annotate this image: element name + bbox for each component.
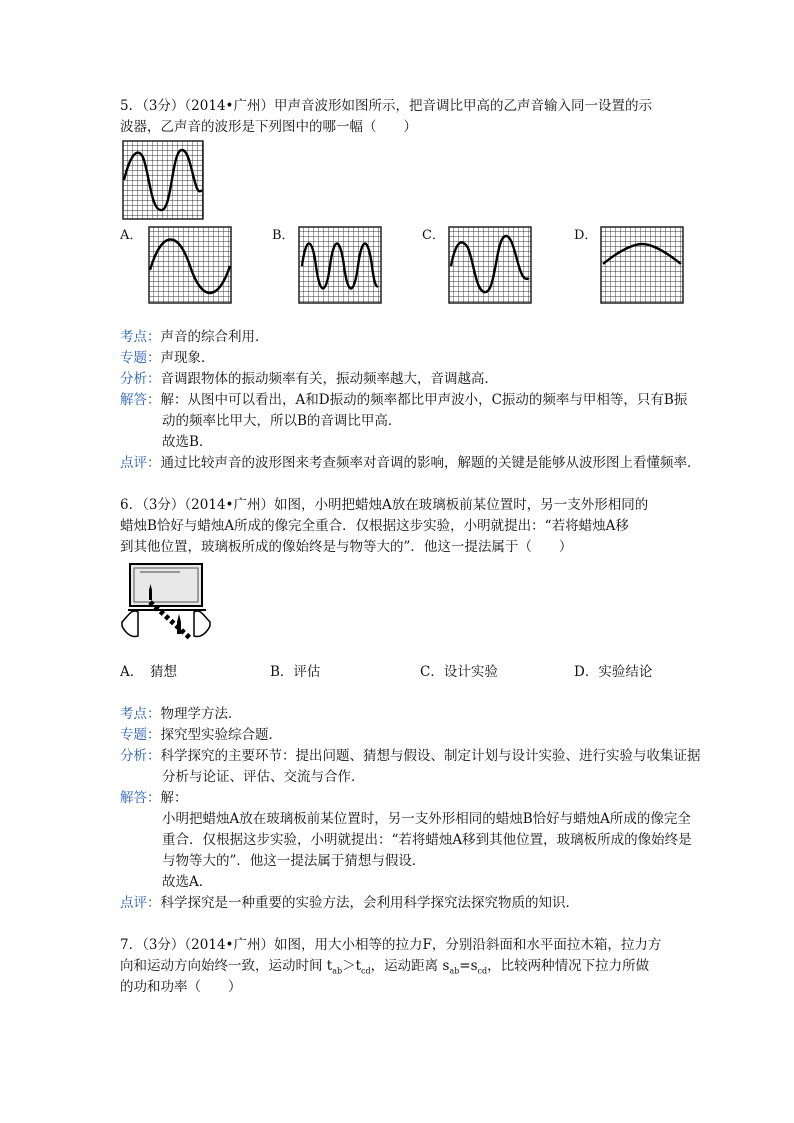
dianping-label: 点评： (120, 455, 161, 471)
q6-kaodian (120, 705, 242, 724)
q6-dianping (120, 894, 579, 913)
zhuanti-label: 专题： (120, 350, 161, 366)
jieda-text-0: 解： (160, 790, 188, 806)
q6-stem-line3: 到其他位置，玻璃板所成的像始终是与物等大的”．他这一提法属于（ ） (120, 539, 573, 555)
waveform-option-d (600, 226, 684, 304)
q6-jieda-line2: 重合．仅根据这步实验，小明就提出：“若将蜡烛A移到其他位置，玻璃板所成的像始终是 (162, 832, 692, 848)
q6-fenxi-line2: 分析与论证、评估、交流与合作． (162, 769, 365, 785)
q6-fenxi (120, 747, 701, 766)
jieda-label: 解答： (120, 790, 161, 806)
waveform-jia (122, 140, 204, 220)
q5-dianping (120, 454, 701, 473)
kaodian-label: 考点： (120, 706, 161, 722)
q6-option-b: B．评估 (270, 664, 321, 680)
fenxi-text: 音调跟物体的振动频率有关，振动频率越大，音调越高． (160, 371, 498, 387)
q7-text-b: ，运动距离 s (370, 958, 450, 974)
q6-jieda (120, 789, 188, 808)
subscript-ab: ab (332, 966, 343, 976)
fenxi-text-1: 科学探究的主要环节：提出问题、猜想与假设、制定计划与设计实验、进行实验与收集证据 (160, 748, 701, 764)
q5-stem-line1: 5．（3分）（2014•广州）甲声音波形如图所示，把音调比甲高的乙声音输入同一设置的示 (120, 98, 652, 114)
q7-text-a: 向和运动方向始终一致，运动时间 t (120, 958, 333, 974)
q5-jieda-line3: 故选B． (162, 434, 213, 450)
q5-jieda (120, 391, 687, 410)
q6-jieda-line4: 故选A． (162, 874, 213, 890)
waveform-option-b (298, 226, 382, 304)
kaodian-text: 物理学方法． (160, 706, 242, 722)
candle-mirror-figure (120, 560, 212, 642)
subscript-cd: cd (477, 966, 488, 976)
q6-zhuanti (120, 726, 282, 745)
kaodian-label: 考点： (120, 329, 161, 345)
q6-jieda-line1: 小明把蜡烛A放在玻璃板前某位置时，另一支外形相同的蜡烛B恰好与蜡烛A所成的像完全 (162, 811, 691, 827)
q6-option-d: D．实验结论 (574, 664, 653, 680)
q7-eq: =s (459, 958, 478, 974)
q7-text-c: ，比较两种情况下拉力所做 (487, 958, 650, 974)
q6-stem-line1: 6．（3分）（2014•广州）如图，小明把蜡烛A放在玻璃板前某位置时，另一支外形相同的 (120, 497, 649, 513)
zhuanti-text: 声现象． (160, 350, 215, 366)
option-c-label: C． (422, 228, 445, 243)
q7-stem-line1: 7．（3分）（2014•广州）如图，用大小相等的拉力F，分别沿斜面和水平面拉木箱，拉力方 (120, 937, 662, 953)
q5-zhuanti (120, 349, 215, 368)
q7-gt: ＞t (342, 958, 362, 974)
waveform-option-a (148, 226, 232, 304)
subscript-cd: cd (361, 966, 371, 976)
fenxi-label: 分析： (120, 748, 161, 764)
kaodian-text: 声音的综合利用． (160, 329, 269, 345)
waveform-option-c (448, 226, 532, 304)
q5-stem-line2: 波器，乙声音的波形是下列图中的哪一幅（ ） (120, 119, 417, 135)
q6-option-c: C．设计实验 (420, 664, 498, 680)
q5-fenxi (120, 370, 498, 389)
q5-jieda-line2: 动的频率比甲大，所以B的音调比甲高． (162, 413, 402, 429)
dianping-label: 点评： (120, 895, 161, 911)
zhuanti-label: 专题： (120, 727, 161, 743)
zhuanti-text: 探究型实验综合题． (160, 727, 282, 743)
dianping-text: 科学探究是一种重要的实验方法，会利用科学探究法探究物质的知识． (160, 895, 579, 911)
option-a-label: A． (120, 228, 143, 243)
q6-option-a: A． 猜想 (120, 664, 177, 680)
option-b-label: B． (272, 228, 295, 243)
subscript-ab: ab (449, 966, 460, 976)
dianping-text: 通过比较声音的波形图来考查频率对音调的影响，解题的关键是能够从波形图上看懂频率． (160, 455, 701, 471)
fenxi-label: 分析： (120, 371, 161, 387)
q6-stem-line2: 蜡烛B恰好与蜡烛A所成的像完全重合．仅根据这步实验，小明就提出：“若将蜡烛A移 (120, 518, 629, 534)
jieda-label: 解答： (120, 392, 161, 408)
jieda-text-1: 解：从图中可以看出，A和D振动的频率都比甲声波小，C振动的频率与甲相等，只有B振 (160, 392, 688, 408)
q6-jieda-line3: 与物等大的”．他这一提法属于猜想与假设． (162, 853, 426, 869)
q7-stem-line3: 的功和功率（ ） (120, 979, 242, 995)
option-d-label: D． (574, 228, 598, 243)
q5-kaodian (120, 328, 269, 347)
